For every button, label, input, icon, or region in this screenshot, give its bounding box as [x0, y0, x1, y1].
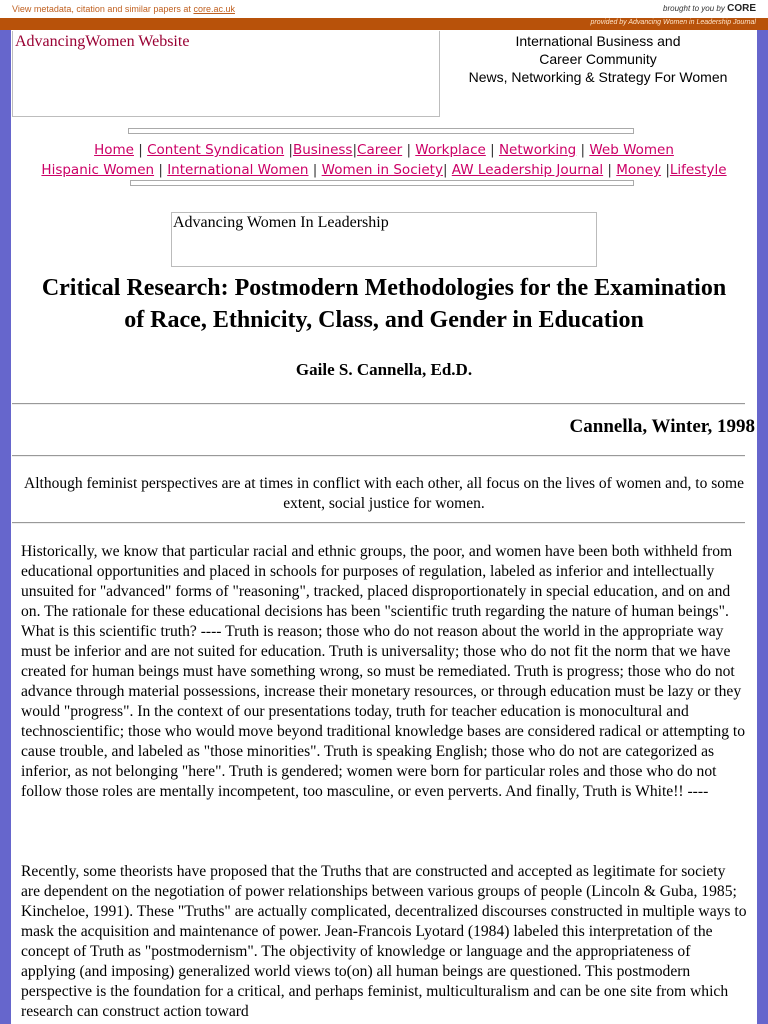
- core-brought-by: [663, 3, 756, 14]
- title-line: of Race, Ethnicity, Class, and Gender in Education: [124, 307, 644, 333]
- brought-by-label: brought to you by: [663, 4, 725, 13]
- nav-networking[interactable]: Networking: [498, 142, 577, 158]
- epigraph-quote: Although feminist perspectives are at times in conflict with each other, all focus on the lives of women and, to some extent, social justice for women.: [24, 475, 744, 512]
- core-banner: [0, 0, 768, 19]
- divider: [12, 522, 745, 524]
- core-logo[interactable]: CORE: [727, 3, 756, 14]
- body-paragraph-1: Historically, we know that particular racial and ethnic groups, the poor, and women have been both withheld from educational opportunities and placed in schools for purposes of regulation, labeled as inferior and intellectually unsuited for "advanced" forms of "reasoning", tracked, placed disproportionately in special education, and on and on. The rationale for these educational decisions has been "scientific truth regarding the nature of human beings". What is this scientific truth? ---- Truth is reason; those who do not reason about the world in the appropriate way must be inferior and are not suited for education. Truth is universality; those who do not fit the norm that we have created for human beings must have something wrong, so must be remediated. Truth is progress; those who do not advance through material possessions, increase their monetary resources, or through education must be lazy or they would "progress". In the context of our presentations today, truth for teacher education is monocultural and technoscientific; those who would move beyond traditional knowledge bases are considered radical or attempting to cause trouble, and labeled as "those minorities". Truth is speaking English; those who do not are categorized as inferior, as not belonging "here". Truth is gendered; women were born for particular roles and those who do not follow those roles are mentally incompetent, too masculine, or even perverts. And finally, Truth is White!! ----: [21, 543, 746, 800]
- tagline-line: International Business and: [515, 33, 681, 49]
- nav-hispanic-women[interactable]: Hispanic Women: [41, 162, 155, 178]
- nav-lifestyle[interactable]: Lifestyle: [669, 162, 727, 178]
- nav-row-2: Hispanic Women | International Women | Women in Society| AW Leadership Journal | Money |Lifestyle: [41, 162, 727, 178]
- title-line: Critical Research: Postmodern Methodologies for the Examination: [41, 275, 727, 301]
- right-border: [757, 30, 768, 1024]
- nav-aw-leadership-journal[interactable]: AW Leadership Journal: [451, 162, 604, 178]
- core-provided-strip: [0, 18, 768, 30]
- nav-divider-bottom: [130, 180, 634, 186]
- site-tagline: [448, 32, 748, 86]
- divider: [12, 455, 745, 457]
- divider: [12, 403, 745, 405]
- left-border: [0, 30, 11, 1024]
- nav-business[interactable]: Business: [292, 142, 353, 158]
- journal-banner: [171, 212, 597, 267]
- nav-workplace[interactable]: Workplace: [415, 142, 486, 158]
- nav-women-in-society[interactable]: Women in Society: [321, 162, 443, 178]
- nav-divider-top: [128, 128, 634, 134]
- site-title[interactable]: AdvancingWomen Website: [15, 33, 190, 50]
- nav-home[interactable]: Home: [94, 142, 134, 158]
- article-author: Gaile S. Cannella, Ed.D.: [295, 360, 473, 379]
- tagline-line: Career Community: [539, 51, 657, 67]
- nav-money[interactable]: Money: [616, 162, 662, 178]
- nav-row-1: Home | Content Syndication |Business|Career | Workplace | Networking | Web Women: [94, 142, 674, 158]
- tagline-line: News, Networking & Strategy For Women: [468, 69, 728, 85]
- core-link[interactable]: core.ac.uk: [193, 4, 235, 14]
- provided-by-text: provided by Advancing Women in Leadership Journal: [590, 19, 756, 26]
- journal-label: Advancing Women In Leadership: [173, 214, 389, 231]
- site-header-box: [12, 31, 440, 117]
- article-dateline: Cannella, Winter, 1998: [569, 416, 755, 437]
- nav-career[interactable]: Career: [357, 142, 403, 158]
- body-paragraph-2: Recently, some theorists have proposed that the Truths that are constructed and accepted as legitimate for society are dependent on the negotiation of power relationships between various groups of people (Lincoln & Guba, 1985; Kincheloe, 1991). These "Truths" are actually complicated, decentralized discourses constructed in multiple ways to mask the acquisition and maintenance of power. Jean-Francois Lyotard (1984) labeled this interpretation of the concept of Truth as "postmodernism". The objectivity of knowledge or language and the appropriateness of applying (and imposing) generalized world views to(on) all human beings are questioned. This postmodern perspective is the foundation for a critical, and perhaps feminist, multiculturalism and can be one site from which research can construct action toward: [21, 863, 747, 1020]
- core-metadata-text: [12, 4, 235, 14]
- nav-international-women[interactable]: International Women: [167, 162, 309, 178]
- nav-web-women[interactable]: Web Women: [589, 142, 674, 158]
- nav-content-syndication[interactable]: Content Syndication: [147, 142, 285, 158]
- article-title: [12, 272, 756, 336]
- core-metadata-label: View metadata, citation and similar papers at: [12, 4, 191, 14]
